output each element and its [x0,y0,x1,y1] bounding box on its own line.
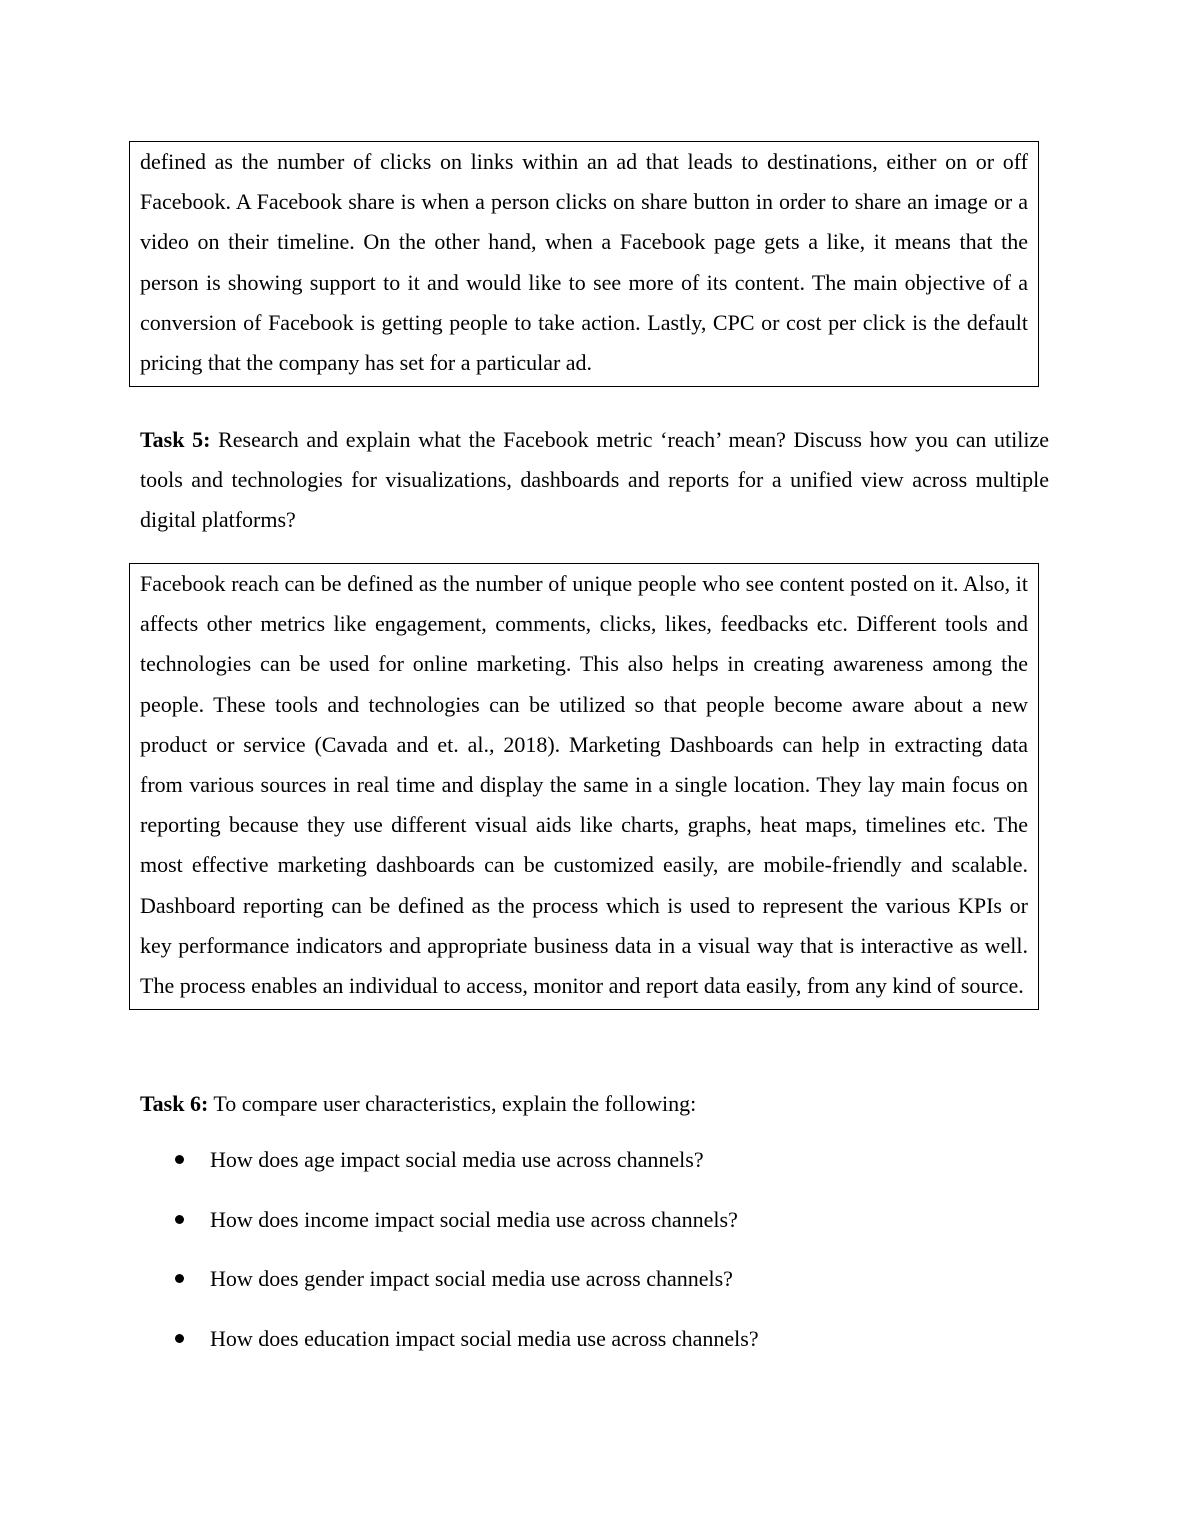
bullet-text: How does age impact social media use across channels? [210,1147,704,1172]
bullet-icon [175,1274,184,1283]
task5-label: Task 5: [140,427,211,452]
bullet-icon [175,1215,184,1224]
task5-question [140,420,1049,541]
task6-text: To compare user characteristics, explain the following: [208,1091,697,1116]
bullet-text: How does education impact social media use across channels? [210,1325,759,1351]
task6-label: Task 6: [140,1091,209,1116]
answer-text-task5: Facebook reach can be defined as the number of unique people who see content posted on it. Also, it affects other metrics like engagement, comments, clicks, likes, feedbacks etc. Different tools and technologies can be used for online marketing. This also helps in creating awareness among the people. These tools and technologies can be utilized so that people become aware about a new product or service (Cavada and et. al., 2018). Marketing Dashboards can help in extracting data from various sources in real time and display the same in a single location. They lay main focus on reporting because they use different visual aids like charts, graphs, heat maps, timelines etc. The most effective marketing dashboards can be customized easily, are mobile-friendly and scalable. Dashboard reporting can be defined as the process which is used to represent the various KPIs or key performance indicators and appropriate business data in a visual way that is interactive as well. The process enables an individual to access, monitor and report data easily, from any kind of source. [140,571,1028,999]
task6-bullet-list [140,1140,759,1378]
bullet-text: How does income impact social media use across channels? [210,1206,738,1232]
task5-text: Research and explain what the Facebook metric ‘reach’ mean? Discuss how you can utilize tools and technologies for visualizations, dashboards and reports for a unified view across multiple digital platforms? [140,427,1049,533]
bullet-text: How does gender impact social media use across channels? [210,1266,733,1292]
bullet-icon [175,1155,184,1164]
list-item [140,1319,759,1379]
list-item [140,1140,759,1200]
answer-text-task4: defined as the number of clicks on links within an ad that leads to destinations, either on or off Facebook. A Facebook share is when a person clicks on share button in order to share an image or a video on their timeline. On the other hand, when a Facebook page gets a like, it means that the person is showing support to it and would like to see more of its content. The main objective of a conversion of Facebook is getting people to take action. Lastly, CPC or cost per click is the default pricing that the company has set for a particular ad. [140,149,1028,376]
answer-box-task5 [129,563,1039,1010]
bullet-icon [175,1334,184,1343]
list-item [140,1200,759,1260]
answer-box-task4 [129,141,1039,387]
task6-question [140,1084,1049,1124]
list-item [140,1259,759,1319]
